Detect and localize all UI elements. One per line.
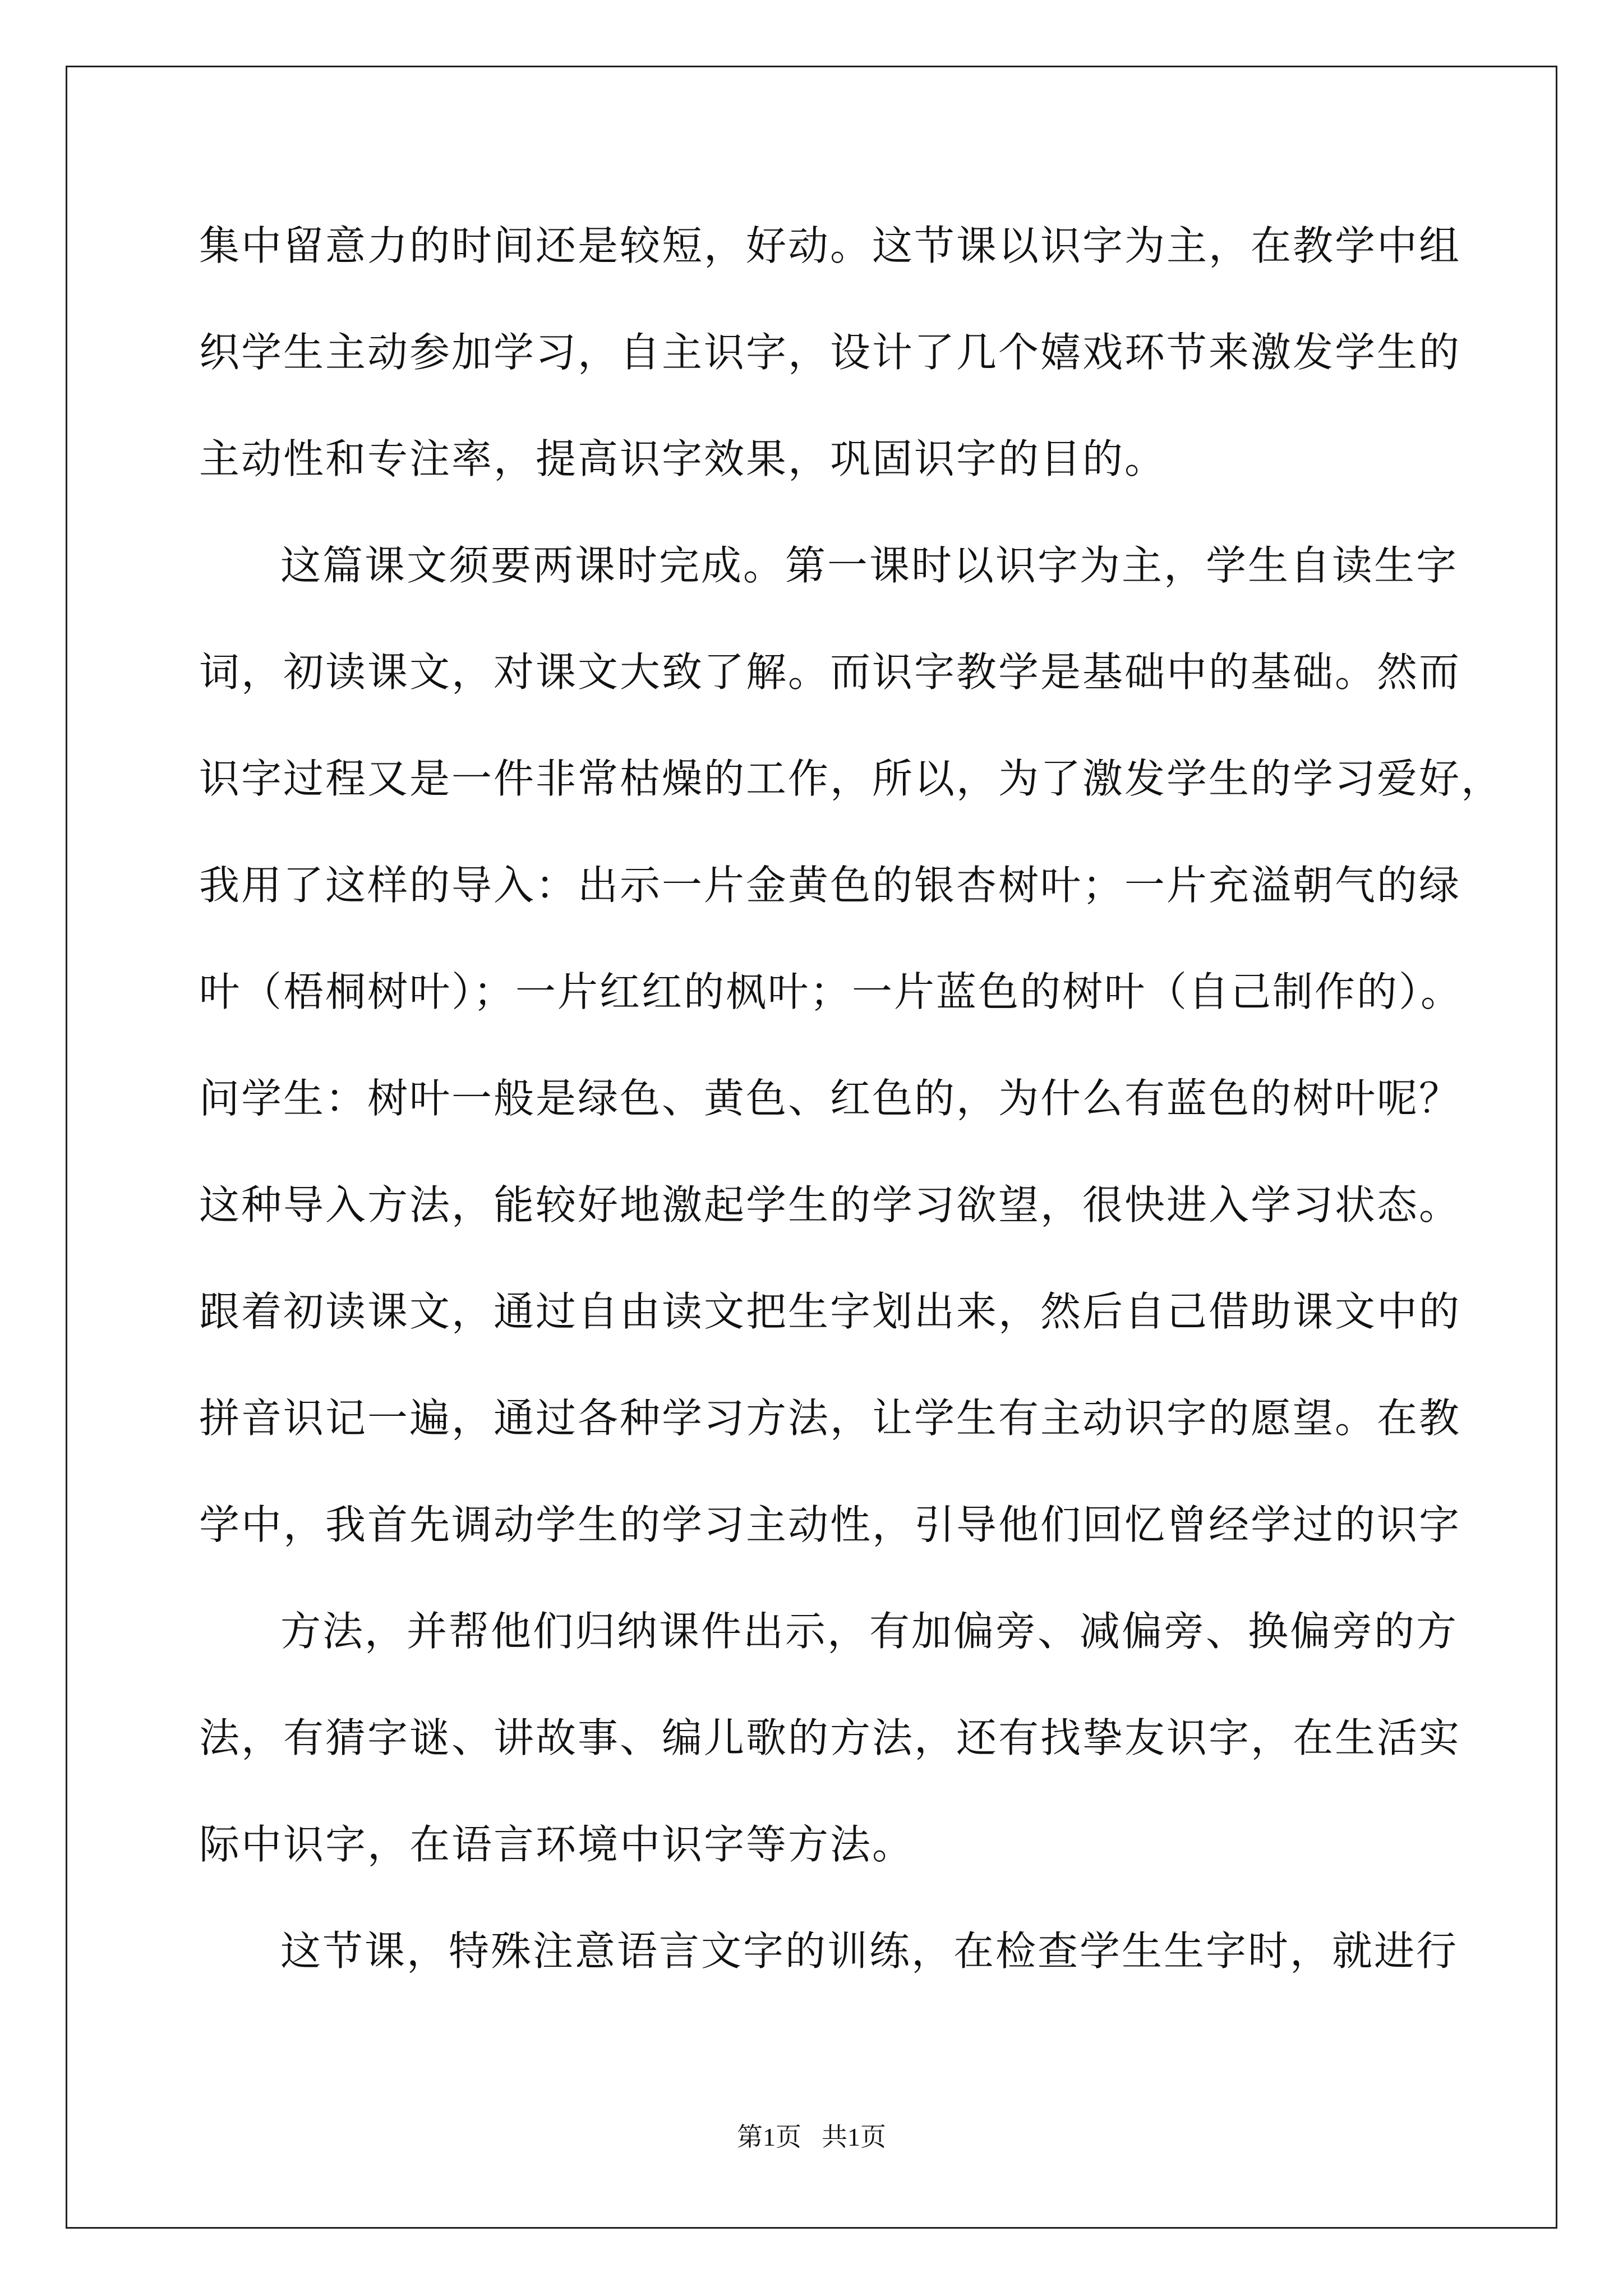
text-line: 词，初读课文，对课文大致了解。而识字教学是基础中的基础。然而 xyxy=(199,648,1461,696)
text-line: 集中留意力的时间还是较短，好动。这节课以识字为主，在教学中组 xyxy=(199,222,1461,269)
text-line: 叶（梧桐树叶）；一片红红的枫叶；一片蓝色的树叶（自己制作的）。 xyxy=(199,968,1463,1015)
text-line: 主动性和专注率，提高识字效果，巩固识字的目的。 xyxy=(199,435,1167,482)
text-line: 学中，我首先调动学生的学习主动性，引导他们回忆曾经学过的识字 xyxy=(199,1501,1461,1548)
paragraph-start-line: 这篇课文须要两课时完成。第一课时以识字为主，学生自读生字 xyxy=(280,542,1459,589)
page-total: 共1页 xyxy=(822,2123,886,2151)
page-footer xyxy=(0,2120,1623,2154)
text-line: 问学生：树叶一般是绿色、黄色、红色的，为什么有蓝色的树叶呢？ xyxy=(199,1075,1461,1122)
text-line: 识字过程又是一件非常枯燥的工作，所以，为了激发学生的学习爱好， xyxy=(199,755,1504,802)
text-line: 法，有猜字谜、讲故事、编儿歌的方法，还有找挚友识字，在生活实 xyxy=(199,1714,1461,1761)
text-line: 际中识字，在语言环境中识字等方法。 xyxy=(199,1821,915,1868)
page-number: 第1页 xyxy=(737,2123,801,2151)
text-line: 跟着初读课文，通过自由读文把生字划出来，然后自己借助课文中的 xyxy=(199,1288,1461,1335)
paragraph-start-line: 方法，并帮他们归纳课件出示，有加偏旁、减偏旁、换偏旁的方 xyxy=(280,1608,1459,1655)
page-border xyxy=(66,66,1557,2229)
text-line: 这种导入方法，能较好地激起学生的学习欲望，很快进入学习状态。 xyxy=(199,1181,1461,1228)
text-line: 织学生主动参加学习，自主识字，设计了几个嬉戏环节来激发学生的 xyxy=(199,329,1461,376)
text-line: 我用了这样的导入：出示一片金黄色的银杏树叶；一片充溢朝气的绿 xyxy=(199,862,1461,909)
text-line: 拼音识记一遍，通过各种学习方法，让学生有主动识字的愿望。在教 xyxy=(199,1395,1461,1442)
paragraph-start-line: 这节课，特殊注意语言文字的训练，在检查学生生字时，就进行 xyxy=(280,1927,1459,1975)
